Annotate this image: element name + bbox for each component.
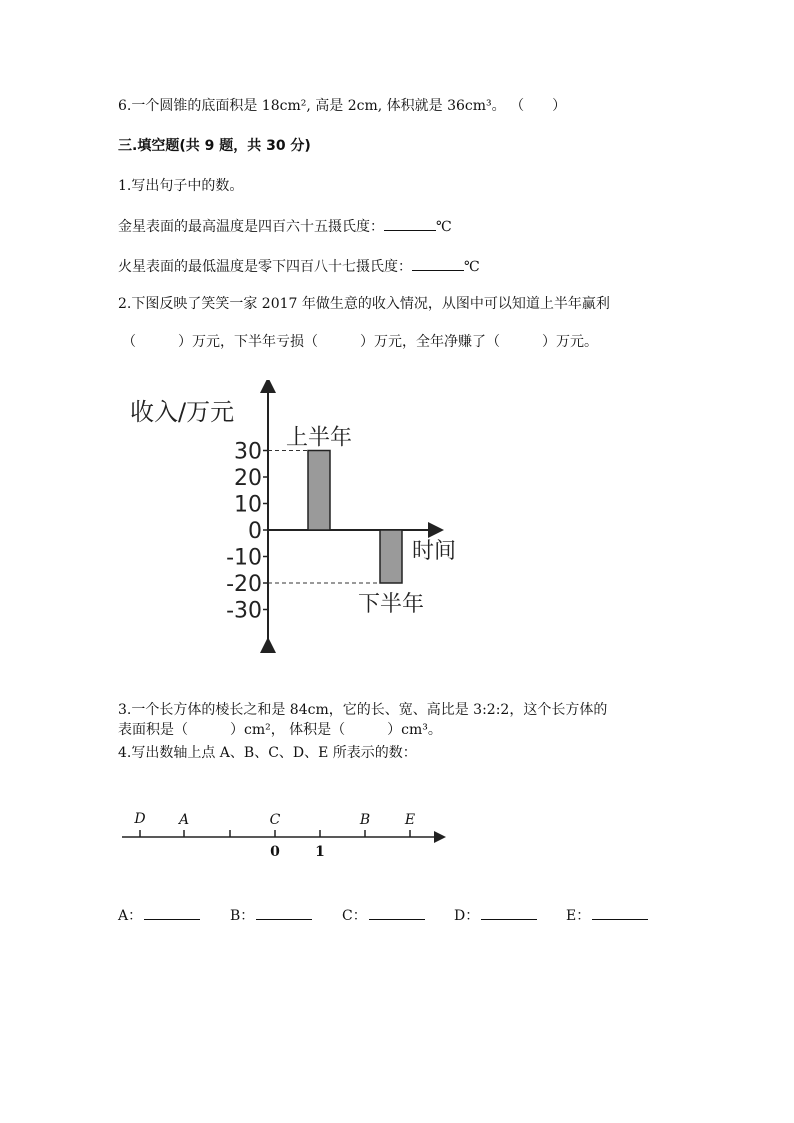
q1-line2-prefix: 火星表面的最低温度是零下四百八十七摄氏度： xyxy=(118,259,412,275)
answer-blank[interactable] xyxy=(412,256,464,271)
answer-d xyxy=(454,905,537,925)
q1-line1-prefix: 金星表面的最高温度是四百六十五摄氏度： xyxy=(118,219,384,235)
question-1-title: 1.写出句子中的数。 xyxy=(118,178,244,194)
answer-c-label: C： xyxy=(342,908,367,924)
question-4-title: 4.写出数轴上点 A、B、C、D、E 所表示的数： xyxy=(118,745,417,761)
unit-celsius: ℃ xyxy=(464,259,480,275)
point-label-b: B xyxy=(359,812,371,828)
answer-d-blank[interactable] xyxy=(481,905,537,920)
answer-b-label: B： xyxy=(230,908,255,924)
answer-blank[interactable] xyxy=(384,216,436,231)
y-tick-label: 20 xyxy=(234,466,262,491)
answer-a xyxy=(118,905,200,925)
point-label-a: A xyxy=(178,812,190,828)
bar-first-half xyxy=(308,451,330,531)
question-3-line-1: 3.一个长方体的棱长之和是 84cm，它的长、宽、高比是 3:2:2，这个长方体的 xyxy=(118,702,608,718)
answer-e xyxy=(566,905,648,925)
answer-e-label: E： xyxy=(566,908,591,924)
bar-category-label: 上半年 xyxy=(285,425,353,451)
point-label-d: D xyxy=(134,811,146,827)
point-label-e: E xyxy=(404,812,416,828)
y-axis-label: 收入/万元 xyxy=(130,398,235,426)
question-1-line-1 xyxy=(118,216,452,237)
answer-e-blank[interactable] xyxy=(592,905,648,920)
bar-second-half xyxy=(380,530,402,583)
tick-label-zero: 0 xyxy=(270,844,280,860)
y-tick-label: 10 xyxy=(234,492,262,518)
question-6: 6.一个圆锥的底面积是 18cm², 高是 2cm, 体积就是 36cm³。 （ ） xyxy=(118,98,567,114)
question-2-line-1: 2.下图反映了笑笑一家 2017 年做生意的收入情况，从图中可以知道上半年赢利 xyxy=(118,296,610,312)
answer-row xyxy=(118,905,678,927)
x-axis-label: 时间 xyxy=(412,539,457,564)
answer-c-blank[interactable] xyxy=(369,905,425,920)
number-line xyxy=(118,800,458,870)
answer-d-label: D： xyxy=(454,908,480,924)
y-tick-label: -10 xyxy=(226,545,262,571)
unit-celsius: ℃ xyxy=(436,219,452,235)
bar-category-label: 下半年 xyxy=(357,592,425,617)
section-title: 三.填空题(共 9 题，共 30 分) xyxy=(118,138,311,154)
answer-a-blank[interactable] xyxy=(144,905,200,920)
y-tick-label: 30 xyxy=(234,439,262,465)
y-tick-label: 0 xyxy=(248,519,262,544)
question-3-line-2: 表面积是（ ）cm²， 体积是（ ）cm³。 xyxy=(118,722,442,738)
answer-c xyxy=(342,905,425,925)
tick-label-one: 1 xyxy=(315,844,325,860)
answer-b xyxy=(230,905,312,925)
y-tick-label: -20 xyxy=(226,572,262,597)
question-1-line-2 xyxy=(118,256,480,277)
answer-a-label: A： xyxy=(118,908,143,924)
income-bar-chart xyxy=(118,380,488,670)
question-2-line-2: （ ）万元，下半年亏损（ ）万元，全年净赚了（ ）万元。 xyxy=(122,334,598,350)
y-tick-label: -30 xyxy=(226,598,262,624)
point-label-c: C xyxy=(269,812,281,828)
answer-b-blank[interactable] xyxy=(256,905,312,920)
